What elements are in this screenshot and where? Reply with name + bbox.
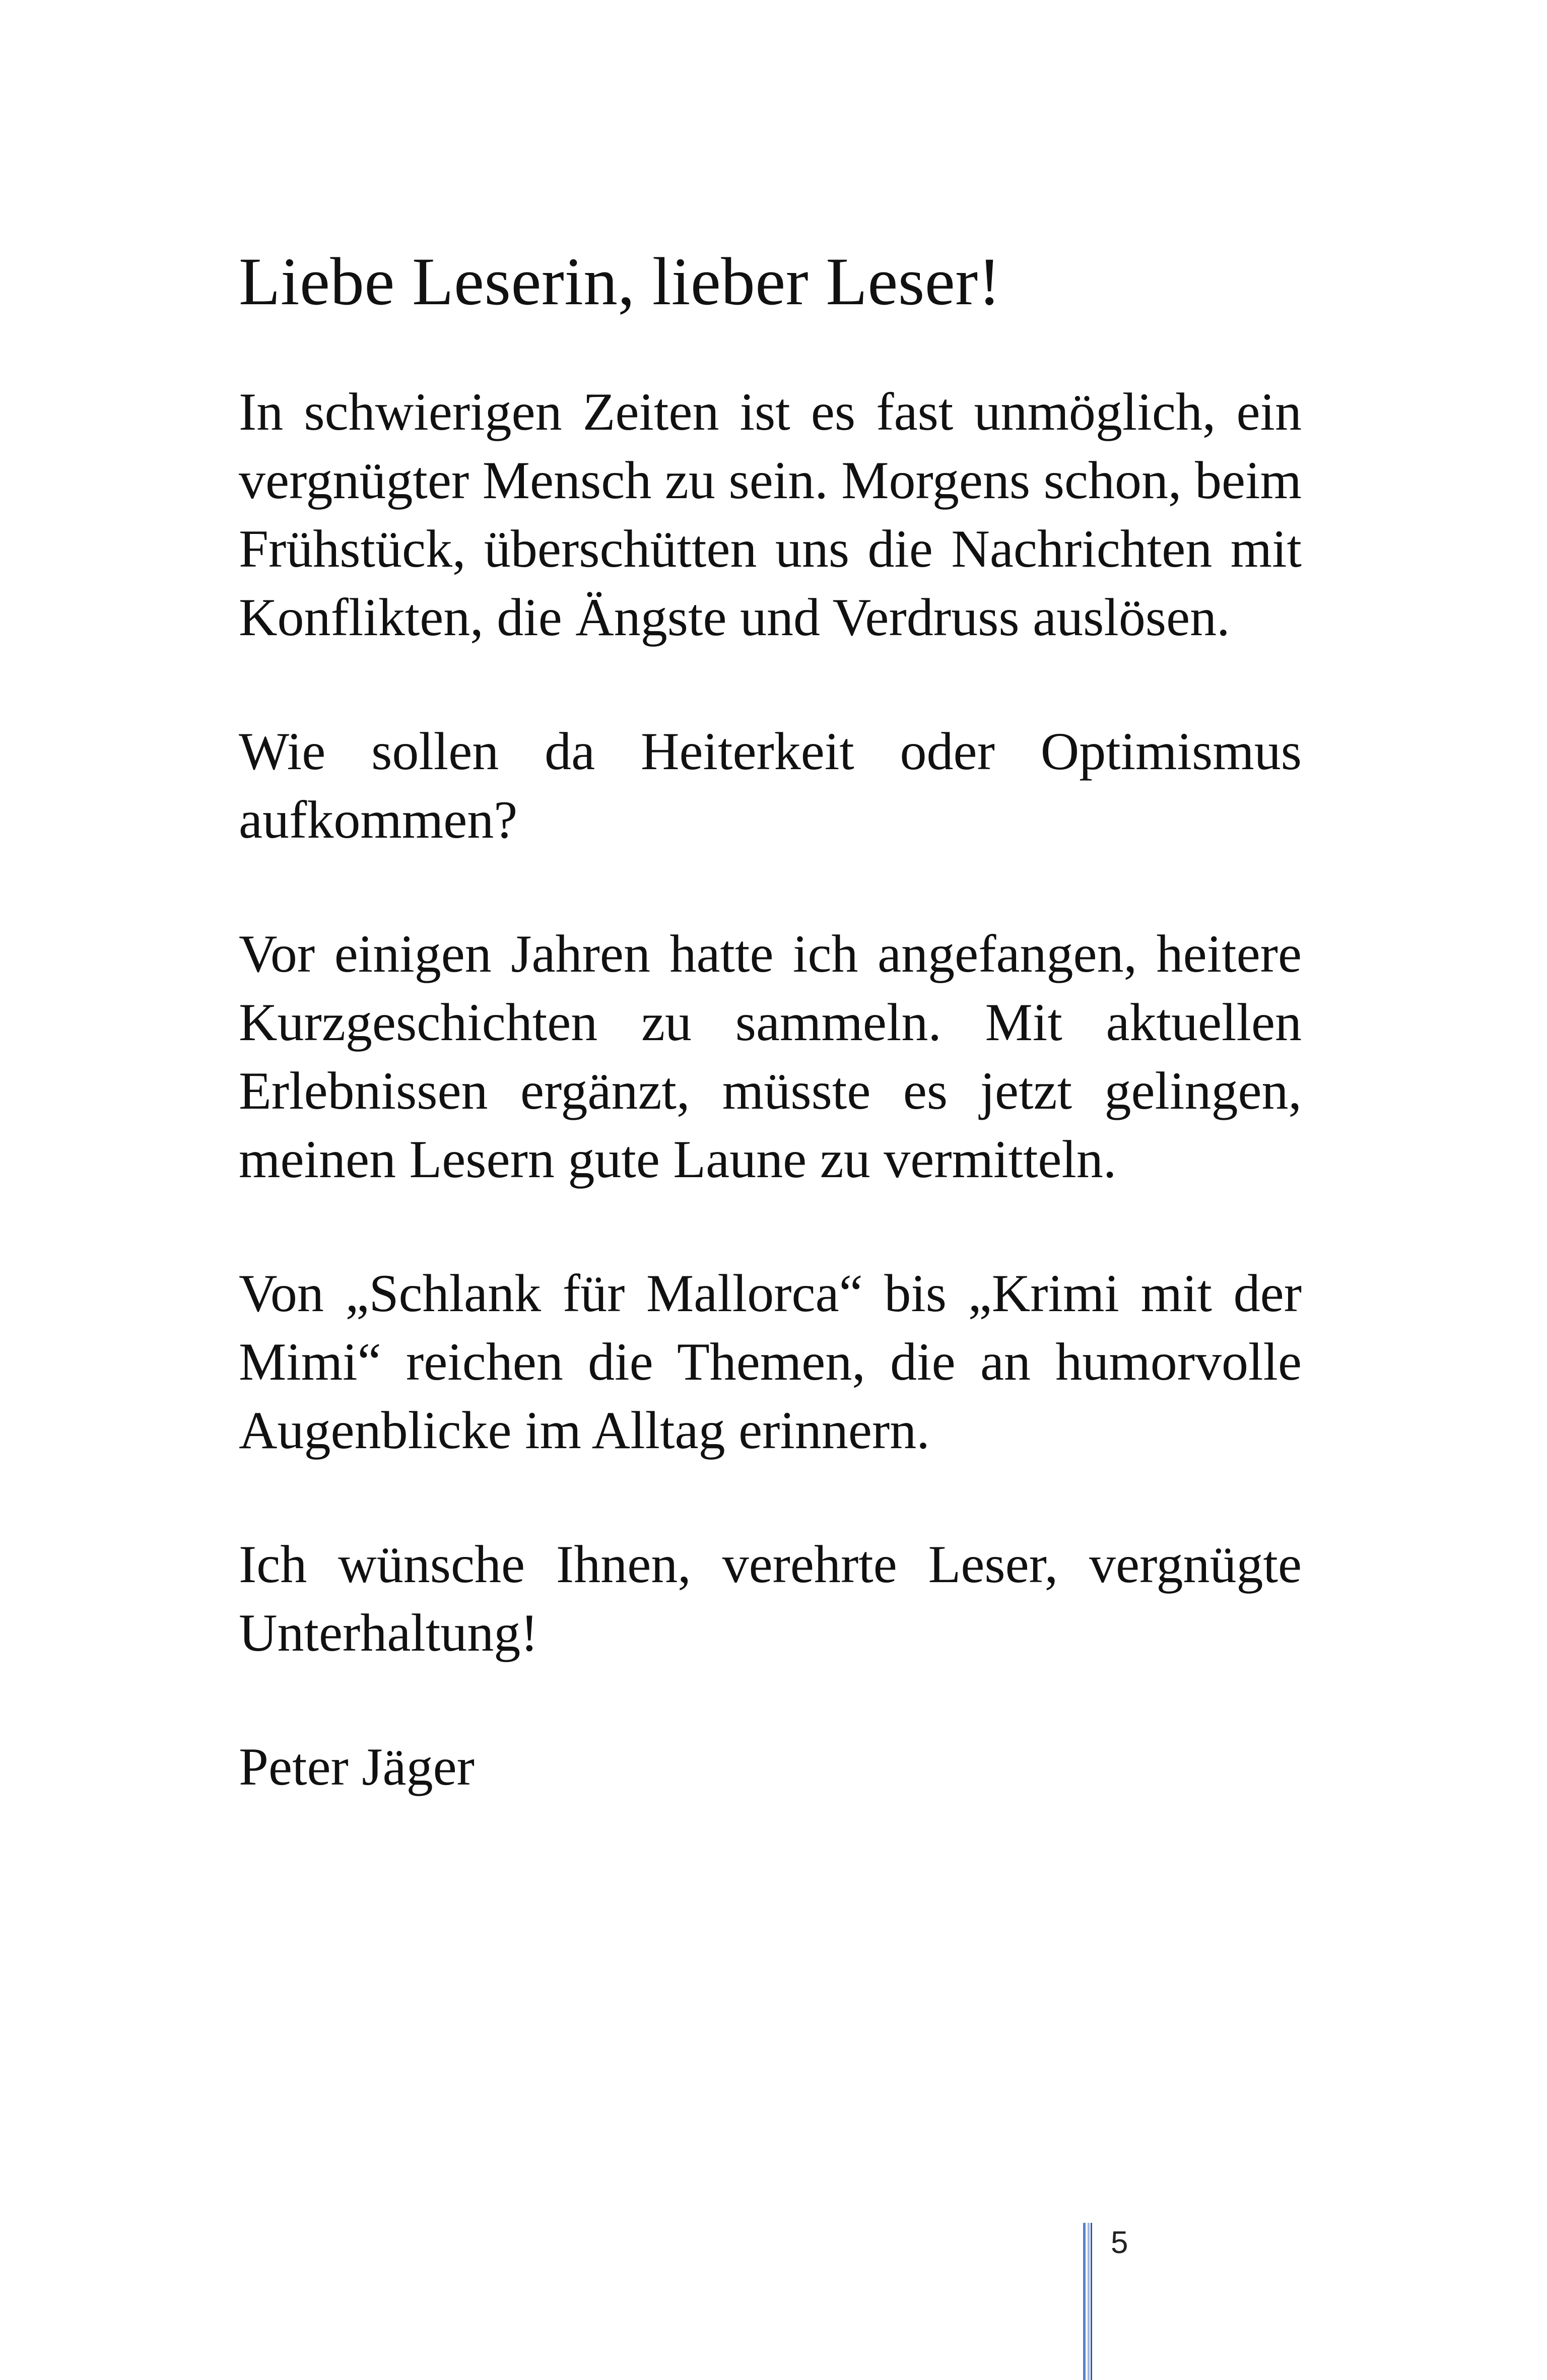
paragraph-3: Vor einigen Jahren hatte ich angefangen, heitere Kurzgeschichten zu sammeln. Mit aktuellen Erlebnissen ergänzt, müsste es jetzt gelingen, meinen Lesern gute Laune zu vermitteln.: [239, 924, 1302, 1189]
spacer: [239, 322, 1302, 378]
spacer: [239, 854, 1302, 920]
spacer: [239, 1465, 1302, 1530]
page-number-rule: [1083, 2223, 1093, 2380]
paragraph-1: In schwierigen Zeiten ist es fast unmöglich, ein vergnügter Mensch zu sein. Morgens schon, beim Frühstück, überschütten uns die Nachrichten mit Konflikten, die Ängste und Verdruss auslösen.: [239, 382, 1302, 647]
rule-line: [1083, 2223, 1086, 2380]
spacer: [239, 1194, 1302, 1259]
paragraph-5: Ich wünsche Ihnen, verehrte Leser, vergnügte Unterhaltung!: [239, 1535, 1302, 1662]
signature: Peter Jäger: [239, 1737, 475, 1796]
letter-greeting: Liebe Leserin, lieber Leser!: [239, 244, 1001, 319]
rule-line: [1088, 2223, 1090, 2380]
page-number: 5: [1111, 2225, 1128, 2260]
spacer: [239, 1667, 1302, 1733]
paragraph-2: Wie sollen da Heiterkeit oder Optimismus aufkommen?: [239, 722, 1302, 849]
paragraph-4: Von „Schlank für Mallorca“ bis „Krimi mit der Mimi“ reichen die Themen, die an humorvolle Augenblicke im Alltag erinnern.: [239, 1264, 1302, 1460]
rule-line: [1091, 2223, 1092, 2380]
letter-body: [239, 242, 1302, 1801]
spacer: [239, 652, 1302, 717]
